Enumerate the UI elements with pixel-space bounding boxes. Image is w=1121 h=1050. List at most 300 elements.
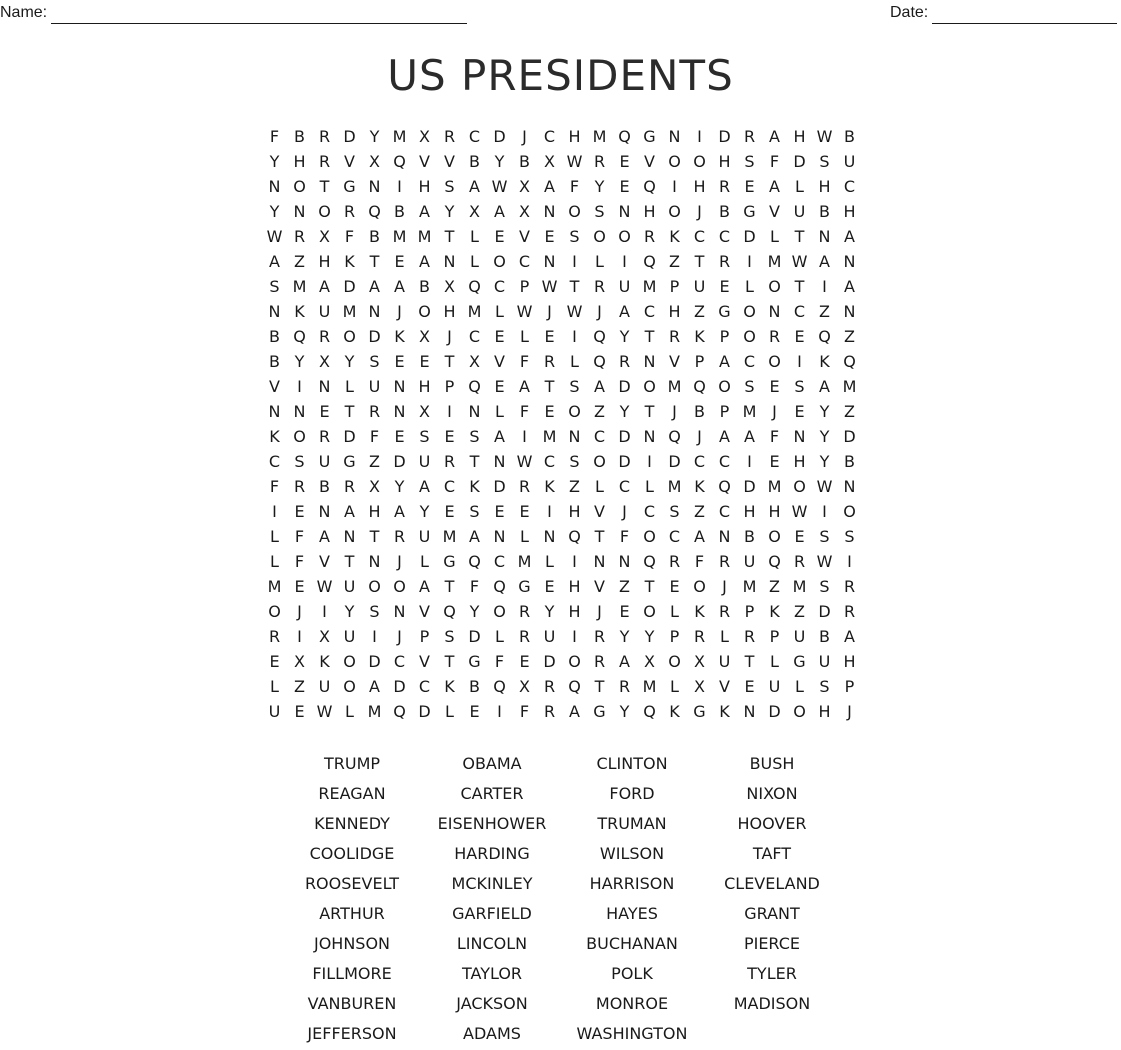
grid-letter: K [819, 352, 830, 371]
grid-letter: N [568, 427, 581, 446]
grid-letter: O [693, 152, 706, 171]
grid-letter: V [494, 352, 505, 371]
grid-letter: Z [369, 452, 380, 471]
grid-letter: S [569, 452, 580, 471]
grid-letter: M [517, 552, 532, 571]
grid-letter: Y [419, 502, 430, 521]
grid-letter: D [368, 652, 381, 671]
word-list-item: JOHNSON [313, 934, 391, 953]
grid-letter: B [294, 127, 305, 146]
grid-letter: V [419, 652, 430, 671]
grid-letter: N [718, 527, 731, 546]
grid-letter: O [668, 152, 681, 171]
word-list-item: OBAMA [462, 754, 522, 773]
grid-letter: L [420, 552, 429, 571]
grid-letter: H [368, 502, 381, 521]
grid-letter: E [744, 677, 755, 696]
grid-letter: X [369, 152, 380, 171]
grid-letter: L [520, 527, 529, 546]
grid-letter: U [793, 627, 806, 646]
grid-letter: Z [844, 327, 855, 346]
word-list-item: HARRISON [589, 874, 675, 893]
grid-letter: C [693, 227, 706, 246]
grid-letter: P [669, 627, 680, 646]
grid-letter: P [419, 627, 430, 646]
grid-letter: V [669, 352, 680, 371]
grid-letter: D [343, 127, 356, 146]
grid-letter: H [818, 702, 831, 721]
grid-letter: A [594, 377, 605, 396]
grid-letter: X [419, 327, 430, 346]
grid-letter: V [319, 552, 330, 571]
grid-letter: R [368, 402, 381, 421]
grid-letter: A [619, 302, 630, 321]
date-blank-line[interactable] [932, 5, 1117, 24]
grid-letter: C [668, 527, 681, 546]
grid-letter: A [719, 427, 730, 446]
grid-letter: I [572, 327, 577, 346]
grid-letter: F [294, 527, 305, 546]
date-field[interactable] [890, 2, 1117, 24]
grid-letter: P [669, 277, 680, 296]
grid-letter: Y [394, 477, 405, 496]
word-list-item: KENNEDY [314, 814, 390, 833]
grid-letter: V [594, 502, 605, 521]
grid-letter: E [394, 352, 405, 371]
grid-letter: L [545, 552, 554, 571]
grid-letter: I [747, 452, 752, 471]
grid-letter: C [393, 652, 406, 671]
grid-letter: S [569, 227, 580, 246]
grid-letter: A [394, 277, 405, 296]
word-list-item: TYLER [747, 964, 797, 983]
grid-letter: T [594, 677, 605, 696]
grid-letter: R [443, 452, 456, 471]
grid-letter: W [541, 277, 558, 296]
grid-letter: D [343, 277, 356, 296]
grid-letter: R [593, 627, 606, 646]
grid-letter: Q [668, 427, 681, 446]
grid-letter: L [770, 652, 779, 671]
grid-letter: V [269, 377, 280, 396]
grid-letter: A [394, 502, 405, 521]
grid-letter: I [622, 252, 627, 271]
grid-letter: O [318, 202, 331, 221]
grid-letter: Y [269, 202, 280, 221]
grid-letter: R [543, 677, 556, 696]
grid-letter: D [468, 627, 481, 646]
grid-letter: R [343, 202, 356, 221]
grid-letter: O [668, 652, 681, 671]
grid-letter: Q [643, 177, 656, 196]
grid-letter: E [294, 577, 305, 596]
grid-letter: D [668, 452, 681, 471]
grid-letter: N [543, 252, 556, 271]
grid-letter: H [718, 152, 731, 171]
grid-letter: I [672, 177, 677, 196]
grid-letter: L [595, 477, 604, 496]
grid-letter: U [318, 452, 331, 471]
grid-letter: A [419, 477, 430, 496]
grid-letter: N [368, 302, 381, 321]
grid-letter: N [293, 202, 306, 221]
grid-letter: Z [294, 677, 305, 696]
grid-letter: R [518, 627, 531, 646]
grid-letter: Y [344, 602, 355, 621]
name-blank-line[interactable] [51, 5, 467, 24]
grid-letter: H [743, 502, 756, 521]
word-list-item: MCKINLEY [451, 874, 533, 893]
word-list-item: BUCHANAN [586, 934, 678, 953]
grid-letter: D [793, 152, 806, 171]
grid-letter: B [394, 202, 405, 221]
grid-letter: Q [593, 327, 606, 346]
grid-letter: V [594, 577, 605, 596]
grid-letter: R [518, 602, 531, 621]
grid-letter: N [818, 227, 831, 246]
grid-letter: R [318, 427, 331, 446]
grid-letter: A [344, 502, 355, 521]
grid-letter: O [593, 227, 606, 246]
grid-letter: W [316, 577, 333, 596]
grid-letter: D [393, 452, 406, 471]
grid-letter: E [294, 702, 305, 721]
grid-letter: I [372, 627, 377, 646]
grid-letter: A [619, 652, 630, 671]
grid-letter: Q [368, 202, 381, 221]
grid-letter: S [569, 377, 580, 396]
grid-letter: W [816, 127, 833, 146]
grid-letter: O [593, 452, 606, 471]
grid-letter: O [768, 352, 781, 371]
page-title: US PRESIDENTS [387, 51, 734, 100]
grid-letter: R [293, 477, 306, 496]
grid-letter: S [269, 277, 280, 296]
grid-letter: H [668, 302, 681, 321]
grid-letter: L [445, 702, 454, 721]
grid-letter: J [522, 127, 527, 146]
grid-letter: A [844, 277, 855, 296]
grid-letter: P [719, 327, 730, 346]
grid-letter: O [568, 202, 581, 221]
grid-letter: Q [443, 602, 456, 621]
grid-letter: B [744, 527, 755, 546]
grid-letter: R [618, 352, 631, 371]
grid-letter: E [294, 502, 305, 521]
grid-letter: O [343, 652, 356, 671]
grid-letter: S [794, 377, 805, 396]
word-list-item: BUSH [749, 754, 795, 773]
grid-letter: V [419, 152, 430, 171]
grid-letter: S [844, 527, 855, 546]
grid-letter: A [419, 202, 430, 221]
grid-letter: N [743, 702, 756, 721]
grid-letter: K [769, 602, 780, 621]
grid-letter: Z [694, 302, 705, 321]
grid-letter: O [843, 502, 856, 521]
grid-letter: R [718, 602, 731, 621]
grid-letter: V [644, 152, 655, 171]
grid-letter: H [818, 177, 831, 196]
grid-letter: R [318, 127, 331, 146]
grid-letter: Y [269, 152, 280, 171]
grid-letter: A [744, 427, 755, 446]
grid-letter: W [491, 177, 508, 196]
grid-letter: B [419, 277, 430, 296]
grid-letter: A [319, 527, 330, 546]
name-field[interactable] [0, 2, 467, 24]
word-list-item: FORD [609, 784, 655, 803]
grid-letter: R [268, 627, 281, 646]
grid-letter: G [518, 577, 531, 596]
grid-letter: I [322, 602, 327, 621]
grid-letter: Q [493, 677, 506, 696]
grid-letter: O [643, 527, 656, 546]
grid-letter: N [493, 527, 506, 546]
grid-letter: U [268, 702, 281, 721]
grid-letter: S [744, 152, 755, 171]
grid-letter: A [569, 702, 580, 721]
grid-letter: T [794, 227, 805, 246]
grid-letter: L [270, 677, 279, 696]
grid-letter: Q [568, 677, 581, 696]
grid-letter: L [795, 177, 804, 196]
grid-letter: H [568, 577, 581, 596]
grid-letter: M [667, 477, 682, 496]
grid-letter: E [794, 402, 805, 421]
grid-letter: O [643, 377, 656, 396]
grid-letter: U [543, 627, 556, 646]
grid-letter: C [468, 327, 481, 346]
grid-letter: B [319, 477, 330, 496]
grid-letter: X [444, 277, 455, 296]
word-list-item: PIERCE [743, 934, 801, 953]
grid-letter: V [344, 152, 355, 171]
grid-letter: Q [818, 327, 831, 346]
grid-letter: T [744, 652, 755, 671]
grid-letter: T [594, 527, 605, 546]
grid-letter: Q [293, 327, 306, 346]
grid-letter: D [843, 427, 856, 446]
grid-letter: O [718, 377, 731, 396]
grid-letter: C [743, 352, 756, 371]
grid-letter: X [469, 352, 480, 371]
grid-letter: H [843, 652, 856, 671]
grid-letter: S [819, 577, 830, 596]
grid-letter: J [722, 577, 727, 596]
grid-letter: E [544, 402, 555, 421]
grid-letter: A [844, 627, 855, 646]
grid-letter: T [544, 377, 555, 396]
grid-letter: I [647, 452, 652, 471]
grid-letter: L [720, 627, 729, 646]
grid-letter: N [293, 402, 306, 421]
grid-letter: R [293, 227, 306, 246]
word-list-item: VANBUREN [307, 994, 397, 1013]
grid-letter: M [667, 377, 682, 396]
grid-letter: L [495, 302, 504, 321]
grid-letter: M [767, 477, 782, 496]
grid-letter: O [293, 177, 306, 196]
grid-letter: L [270, 552, 279, 571]
grid-letter: Q [643, 252, 656, 271]
grid-letter: Y [469, 602, 480, 621]
grid-letter: N [368, 552, 381, 571]
grid-letter: R [693, 627, 706, 646]
word-list-item: TRUMAN [597, 814, 667, 833]
grid-letter: O [793, 702, 806, 721]
grid-letter: O [493, 602, 506, 621]
grid-letter: G [443, 552, 456, 571]
grid-letter: D [543, 652, 556, 671]
grid-letter: C [518, 252, 531, 271]
grid-letter: N [318, 377, 331, 396]
grid-letter: K [694, 477, 705, 496]
grid-letter: R [618, 677, 631, 696]
grid-letter: E [394, 252, 405, 271]
grid-letter: J [597, 602, 602, 621]
grid-letter: I [522, 427, 527, 446]
grid-letter: J [297, 602, 302, 621]
grid-letter: E [669, 577, 680, 596]
grid-letter: X [694, 677, 705, 696]
word-list-item: HOOVER [737, 814, 807, 833]
grid-letter: N [443, 252, 456, 271]
grid-letter: S [819, 152, 830, 171]
grid-letter: M [292, 277, 307, 296]
grid-letter: T [644, 577, 655, 596]
grid-letter: H [768, 502, 781, 521]
grid-letter: V [419, 602, 430, 621]
name-label: Name: [0, 4, 48, 21]
grid-letter: S [744, 377, 755, 396]
grid-letter: Z [294, 252, 305, 271]
grid-letter: N [543, 202, 556, 221]
grid-letter: L [470, 227, 479, 246]
grid-letter: B [519, 152, 530, 171]
grid-letter: D [493, 127, 506, 146]
grid-letter: S [469, 427, 480, 446]
grid-letter: L [520, 327, 529, 346]
grid-letter: L [770, 227, 779, 246]
grid-letter: B [469, 677, 480, 696]
grid-letter: N [493, 452, 506, 471]
grid-letter: G [643, 127, 656, 146]
grid-letter: X [469, 202, 480, 221]
grid-letter: F [519, 352, 530, 371]
grid-letter: M [767, 252, 782, 271]
grid-letter: R [843, 577, 856, 596]
grid-letter: P [844, 677, 855, 696]
grid-letter: M [792, 577, 807, 596]
grid-letter: L [645, 477, 654, 496]
word-list-item: COOLIDGE [309, 844, 395, 863]
grid-letter: N [843, 302, 856, 321]
grid-letter: N [668, 127, 681, 146]
grid-letter: E [744, 177, 755, 196]
grid-letter: N [268, 302, 281, 321]
grid-letter: K [694, 602, 705, 621]
grid-letter: R [643, 227, 656, 246]
grid-letter: E [619, 177, 630, 196]
grid-letter: P [444, 377, 455, 396]
grid-letter: S [444, 177, 455, 196]
word-list-item: NIXON [746, 784, 798, 803]
grid-letter: N [618, 552, 631, 571]
grid-letter: E [494, 227, 505, 246]
grid-letter: I [497, 702, 502, 721]
grid-letter: L [745, 277, 754, 296]
grid-letter: X [319, 227, 330, 246]
grid-letter: L [345, 702, 354, 721]
grid-letter: C [543, 452, 556, 471]
grid-letter: C [618, 477, 631, 496]
grid-letter: X [319, 627, 330, 646]
word-list-item: JEFFERSON [307, 1024, 397, 1043]
grid-letter: D [743, 477, 756, 496]
grid-letter: A [419, 577, 430, 596]
word-list-item: HARDING [454, 844, 530, 863]
grid-letter: N [393, 602, 406, 621]
grid-letter: X [294, 652, 305, 671]
grid-letter: C [718, 502, 731, 521]
grid-letter: Q [843, 352, 856, 371]
grid-letter: T [444, 227, 455, 246]
grid-letter: U [818, 652, 831, 671]
grid-letter: Q [693, 377, 706, 396]
word-list-item: HAYES [606, 904, 658, 923]
grid-letter: K [344, 252, 355, 271]
grid-letter: K [669, 227, 680, 246]
grid-letter: J [847, 702, 852, 721]
grid-letter: Q [468, 377, 481, 396]
grid-letter: F [269, 127, 280, 146]
grid-letter: Q [393, 152, 406, 171]
grid-letter: A [769, 177, 780, 196]
grid-letter: O [568, 402, 581, 421]
grid-letter: W [816, 477, 833, 496]
grid-letter: N [343, 527, 356, 546]
grid-letter: L [595, 252, 604, 271]
grid-letter: O [418, 302, 431, 321]
grid-letter: D [368, 327, 381, 346]
word-list-item: REAGAN [318, 784, 386, 803]
grid-letter: N [768, 302, 781, 321]
grid-letter: I [397, 177, 402, 196]
grid-letter: N [368, 177, 381, 196]
grid-letter: Y [544, 602, 555, 621]
grid-letter: S [819, 527, 830, 546]
grid-letter: S [419, 427, 430, 446]
grid-letter: T [319, 177, 330, 196]
word-list-item: TAFT [752, 844, 792, 863]
grid-letter: A [769, 127, 780, 146]
grid-letter: I [572, 252, 577, 271]
grid-letter: A [694, 527, 705, 546]
grid-letter: J [447, 327, 452, 346]
grid-letter: R [718, 252, 731, 271]
grid-letter: D [618, 377, 631, 396]
grid-letter: H [568, 602, 581, 621]
grid-letter: C [493, 277, 506, 296]
grid-letter: M [642, 277, 657, 296]
grid-letter: Q [643, 702, 656, 721]
word-list-item: CARTER [460, 784, 524, 803]
grid-letter: J [697, 427, 702, 446]
grid-letter: U [368, 377, 381, 396]
grid-letter: O [743, 327, 756, 346]
grid-letter: I [547, 502, 552, 521]
